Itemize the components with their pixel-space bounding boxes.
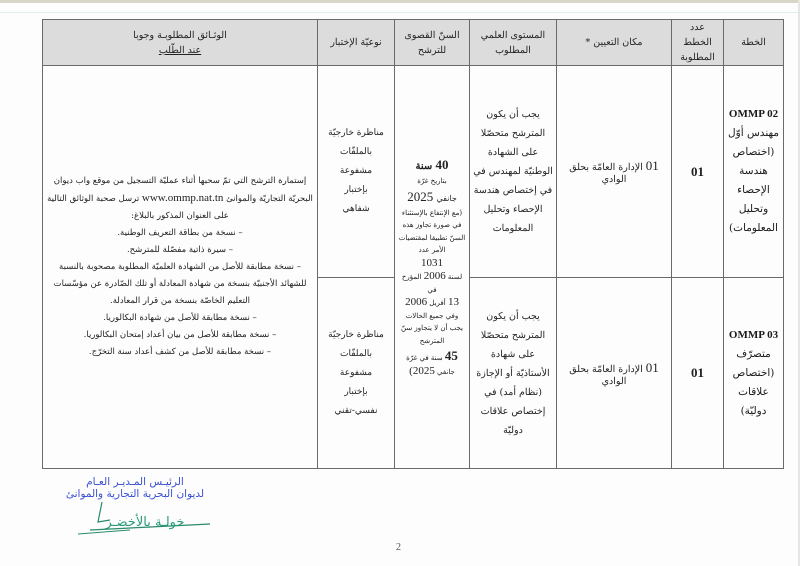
plan-title-line: هندسة bbox=[739, 165, 768, 177]
header-assignment-place: مكان التعيين * bbox=[557, 20, 672, 66]
document-item: – نسخة مطابقة للأصل من الشهادة العلميّة المطلوبة مصحوبة بالنسبة للشهائد الأجنبيّة بنسخة من شهادة المعادلة أو تلك الصّادرة عن مؤسّسات التعليم الخاصّة بنسخة من قرار المعادلة. bbox=[53, 262, 307, 306]
max-age-number: 40 bbox=[435, 157, 449, 172]
plan-title-line: وتحليل bbox=[738, 203, 769, 215]
header-exam-type: نوعيّة الإختبار bbox=[318, 20, 395, 66]
document-item: – سيرة ذاتية مفصّلة للمترشح. bbox=[126, 245, 233, 255]
exam-line: بالملفّات bbox=[340, 147, 372, 157]
plan-title-line: المعلومات) bbox=[729, 222, 778, 234]
max-age-unit: سنة bbox=[415, 161, 433, 172]
age-all-cases-text: وفي جميع الحالات يجب أن لا يتجاوز سنّ المترشح bbox=[401, 311, 463, 345]
header-plan: الخطة bbox=[724, 20, 784, 66]
header-documents-line2: عند الطّلب bbox=[158, 44, 202, 56]
plan-title-line: علاقات bbox=[738, 385, 769, 398]
positions-count-cell: 01 bbox=[672, 278, 724, 469]
exam-line: بإختبار bbox=[344, 185, 368, 195]
place-name: الإدارة العامّة بحلق الوادي bbox=[569, 363, 643, 387]
plan-code: OMMP 03 bbox=[728, 328, 779, 341]
required-documents-cell bbox=[43, 66, 318, 469]
exam-line: بإختبار bbox=[344, 386, 368, 397]
scan-line bbox=[0, 12, 800, 13]
stamp-organization: لديوان البحرية التجارية والموانئ bbox=[65, 488, 205, 500]
table-header-row bbox=[43, 20, 784, 66]
website-url[interactable]: www.ommp.nat.tn bbox=[141, 192, 224, 204]
positions-count-cell: 01 bbox=[672, 66, 724, 278]
document-item: – نسخة مطابقة للأصل من شهادة البكالوريا. bbox=[103, 313, 257, 323]
plan-title-line: (اختصاص bbox=[732, 146, 775, 158]
header-positions-count: عدد الخطط المطلوبة bbox=[672, 20, 724, 66]
decree-year bbox=[398, 270, 466, 296]
education-level-cell: يجب أن يكون المترشح متحصّلا على شهادة الأستاذيّة أو الإجازة (نظام أمد) في إختصاص علاقات دوليّة bbox=[470, 278, 557, 469]
max-age-value bbox=[398, 156, 466, 175]
table-row bbox=[43, 66, 784, 278]
page-number: 2 bbox=[396, 542, 401, 553]
plan-title-line: متصرّف bbox=[736, 347, 771, 360]
assignment-place-cell bbox=[557, 278, 672, 469]
absolute-max-age bbox=[398, 347, 466, 378]
exam-line: شفاهي bbox=[342, 204, 370, 214]
age-date bbox=[398, 188, 466, 207]
documents-intro bbox=[46, 173, 314, 225]
place-count: 01 bbox=[645, 158, 659, 173]
header-max-age: السنّ القصوى للترشح bbox=[395, 20, 470, 66]
plan-cell bbox=[724, 66, 784, 278]
absolute-max-age-suffix: سنة في غرّة جانفي bbox=[406, 354, 455, 376]
document-item: – نسخة من بطاقة التعريف الوطنية. bbox=[117, 228, 243, 238]
exam-line: مشفوعة bbox=[339, 367, 373, 378]
positions-table bbox=[42, 19, 784, 469]
signatory-name: خولـة بالأخضـر bbox=[105, 515, 185, 530]
documents-intro-part1: إستمارة الترشح التي تمّ سحبها أثناء عمليّة التسجيل من موقع واب ديوان البحريّة التجاريّة والموانئ bbox=[53, 176, 313, 204]
exam-line: مناظرة خارجيّة bbox=[328, 128, 384, 138]
plan-cell bbox=[724, 278, 784, 469]
exam-line: مناظرة خارجيّة bbox=[328, 329, 384, 340]
decree-month: أفريل bbox=[429, 299, 446, 307]
decree-num: 1031 bbox=[421, 256, 443, 269]
decree-year-value: 2006 bbox=[423, 270, 446, 282]
decree-number bbox=[398, 257, 466, 271]
document-item: – نسخة مطابقة للأصل من كشف أعداد سنة التخرّج. bbox=[88, 347, 272, 357]
header-documents-line1: الوثـائق المطلوبـة وجوبا bbox=[133, 29, 227, 41]
place-count: 01 bbox=[645, 359, 659, 375]
plan-title-line: دوليّة) bbox=[740, 404, 767, 417]
assignment-place-cell bbox=[557, 66, 672, 278]
plan-title-line: مهندس أوّل bbox=[728, 127, 779, 139]
decree-date-year: 2006 bbox=[405, 296, 428, 308]
absolute-max-age-year: 2025) bbox=[409, 364, 435, 377]
age-date-month: جانفي bbox=[436, 193, 457, 203]
decree-day: 13 bbox=[447, 296, 459, 308]
decree-dated: المؤرخ في bbox=[401, 273, 437, 294]
age-date-prefix: بتاريخ غرّة bbox=[417, 177, 447, 185]
documents-intro-part2: ترسل صحبة الوثائق التالية على العنوان المذكور بالبلاغ: bbox=[47, 194, 229, 221]
exam-line: بالملفّات bbox=[340, 348, 372, 359]
decree-year-prefix: لسنة bbox=[447, 273, 463, 281]
max-age-cell bbox=[395, 66, 470, 469]
plan-title-line: الإحصاء bbox=[737, 184, 770, 196]
education-level-cell: يجب أن يكون المترشح متحصّلا على الشهادة الوطنيّة لمهندس في في إختصاص هندسة الإحصاء وتحليل المعلومات bbox=[470, 66, 557, 278]
exam-line: مشفوعة bbox=[339, 166, 373, 176]
decree-date bbox=[398, 296, 466, 310]
age-date-year: 2025 bbox=[407, 188, 434, 204]
exam-type-cell bbox=[318, 278, 395, 469]
scan-top-edge bbox=[0, 0, 800, 3]
age-exception-text: (مع الإنتفاع بالإستثناء في صورة تجاوز هذه السنّ تطبيقا لمقتضيات الأمر عدد bbox=[398, 208, 466, 254]
header-education-level: المستوى العلمي المطلوب bbox=[470, 20, 557, 66]
exam-line: نفسي-تقني bbox=[334, 405, 378, 416]
header-required-documents bbox=[43, 20, 318, 66]
exam-type-cell bbox=[318, 66, 395, 278]
absolute-max-age-number: 45 bbox=[444, 348, 458, 363]
stamp-title: الرئيـس المـديـر العـام bbox=[86, 476, 184, 488]
plan-code: OMMP 02 bbox=[728, 108, 779, 120]
plan-title-line: (اختصاص bbox=[732, 366, 775, 379]
document-item: – نسخة مطابقة للأصل من بيان أعداد إمتحان البكالوريا. bbox=[83, 330, 277, 340]
official-stamp bbox=[60, 476, 210, 500]
place-name: الإدارة العامّة بحلق الوادي bbox=[569, 162, 643, 185]
